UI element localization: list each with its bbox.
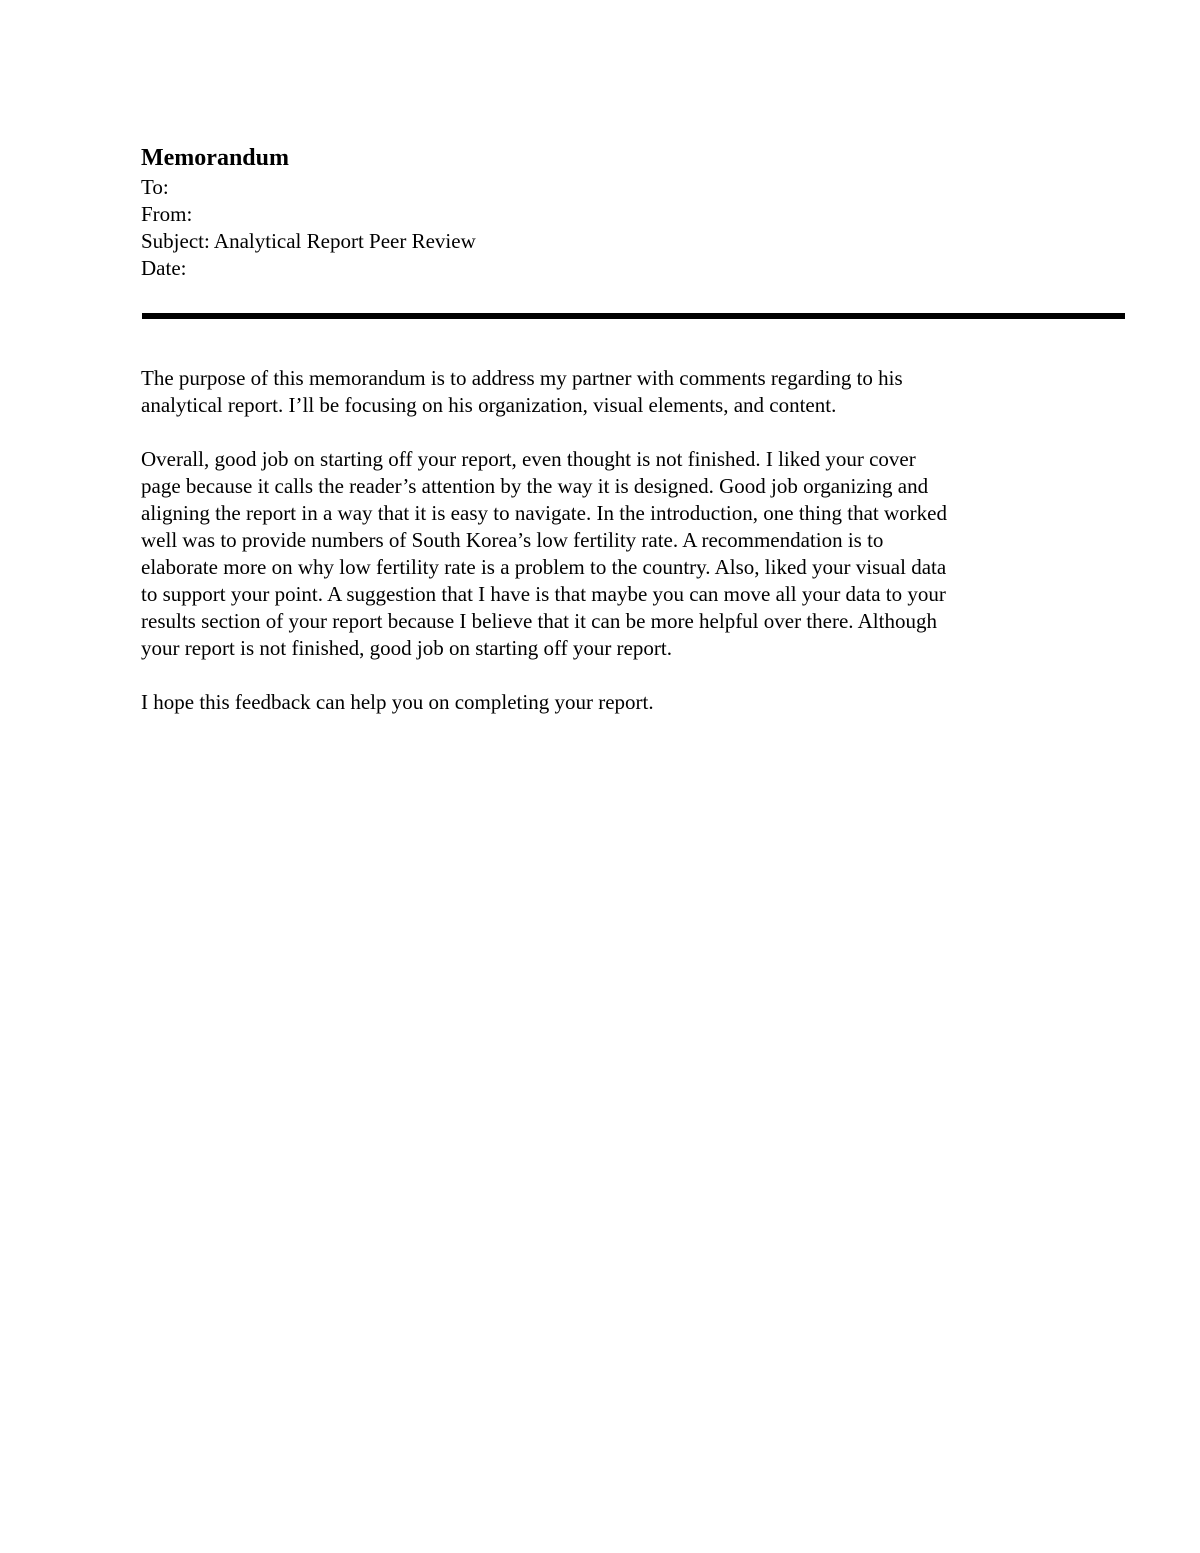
memo-header-fields	[141, 174, 476, 282]
text-line: analytical report. I’ll be focusing on his organization, visual elements, and content.	[141, 393, 837, 417]
text-line: your report is not finished, good job on starting off your report.	[141, 636, 672, 660]
text-line: elaborate more on why low fertility rate is a problem to the country. Also, liked your visual data	[141, 555, 947, 579]
paragraph-feedback	[141, 446, 1061, 662]
text-line: The purpose of this memorandum is to address my partner with comments regarding to his	[141, 366, 903, 390]
text-line: well was to provide numbers of South Korea’s low fertility rate. A recommendation is to	[141, 528, 884, 552]
text-line: results section of your report because I believe that it can be more helpful over there. Although	[141, 609, 937, 633]
text-line: page because it calls the reader’s attention by the way it is designed. Good job organizing and	[141, 474, 929, 498]
paragraph-closing	[141, 689, 1061, 716]
paragraph-purpose	[141, 365, 1061, 419]
text-line: aligning the report in a way that it is easy to navigate. In the introduction, one thing that worked	[141, 501, 947, 525]
text-line: to support your point. A suggestion that I have is that maybe you can move all your data to your	[141, 582, 946, 606]
from-field: From:	[141, 202, 193, 226]
to-field: To:	[141, 175, 169, 199]
memo-body	[141, 365, 1061, 743]
subject-field: Subject: Analytical Report Peer Review	[141, 229, 476, 253]
memo-title: Memorandum	[141, 145, 289, 171]
text-line: Overall, good job on starting off your report, even thought is not finished. I liked your cover	[141, 447, 916, 471]
header-divider	[142, 313, 1125, 319]
text-line: I hope this feedback can help you on completing your report.	[141, 690, 654, 714]
date-field: Date:	[141, 256, 187, 280]
